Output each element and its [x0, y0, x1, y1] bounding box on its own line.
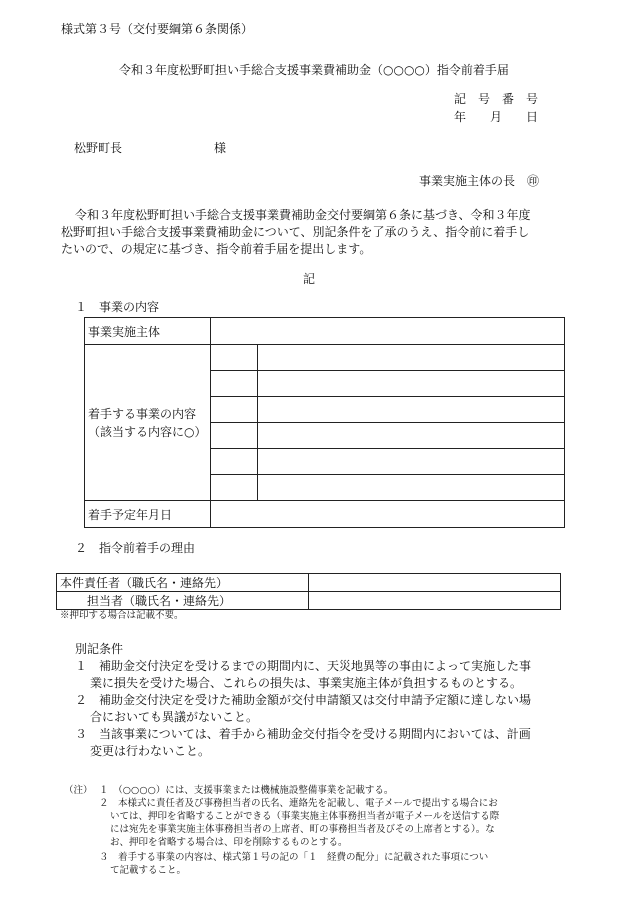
- condition-line-4: 合においても異議がないこと。: [90, 710, 259, 724]
- content-item-cell[interactable]: [258, 423, 565, 449]
- business-content-table: [84, 317, 565, 528]
- condition-line-6: 変更は行わないこと。: [90, 744, 211, 758]
- section-2-heading: ２ 指令前着手の理由: [75, 541, 196, 555]
- content-mark-cell[interactable]: [211, 423, 258, 449]
- reference-number: 記 号 番 号: [454, 92, 539, 106]
- note-line-5: お、押印を省略する場合は、印を削除するものとする。: [110, 837, 348, 848]
- form-number: 様式第３号（交付要綱第６条関係）: [61, 22, 254, 36]
- note-line-2: ２ 本様式に責任者及び事務担当者の氏名、連絡先を記載し、電子メールで提出する場合にお: [99, 798, 498, 809]
- responsible-label: 本件責任者（職氏名・連絡先）: [57, 574, 309, 592]
- content-label-line-1: 着手する事業の内容: [88, 406, 197, 421]
- notes-label: （注）: [64, 785, 93, 796]
- content-item-cell[interactable]: [258, 475, 565, 501]
- condition-line-3: ２ 補助金交付決定を受けた補助金額が交付申請額又は交付申請予定額に達しない場: [75, 693, 532, 707]
- content-item-cell[interactable]: [258, 371, 565, 397]
- document-title: 令和３年度松野町担い手総合支援事業費補助金（○○○○）指令前着手届: [119, 63, 509, 77]
- start-date-value-cell[interactable]: [211, 501, 565, 528]
- entity-value-cell[interactable]: [211, 318, 565, 345]
- section-1-heading: １ 事業の内容: [75, 300, 160, 314]
- date-line: 年 月 日: [454, 110, 539, 124]
- honorific: 様: [214, 141, 227, 155]
- condition-line-2: 業に損失を受けた場合、これらの損失は、事業実施主体が負担するものとする。: [90, 676, 523, 690]
- condition-line-1: １ 補助金交付決定を受けるまでの期間内に、天災地異等の事由によって実施した事: [75, 659, 532, 673]
- conditions-title: 別記条件: [75, 642, 124, 656]
- content-label-line-2: （該当する内容に○）: [88, 424, 207, 439]
- content-mark-cell[interactable]: [211, 475, 258, 501]
- addressee: 松野町長: [74, 141, 123, 155]
- content-mark-cell[interactable]: [211, 371, 258, 397]
- note-line-4: には宛先を事業実施主体事務担当者の上席者、町の事務担当者及びその上席者とする）。な: [110, 824, 495, 835]
- entity-label: 事業実施主体: [85, 318, 211, 345]
- condition-line-5: ３ 当該事業については、着手から補助金交付指令を受ける期間内においては、計画: [75, 727, 531, 741]
- contact-person-label: 担当者（職氏名・連絡先）: [57, 592, 309, 610]
- note-line-7: て記載すること。: [110, 865, 187, 876]
- ki-heading: 記: [303, 272, 316, 286]
- start-date-label: 着手予定年月日: [85, 501, 211, 528]
- content-label: [85, 345, 211, 501]
- body-line-1: 令和３年度松野町担い手総合支援事業費補助金交付要綱第６条に基づき、令和３年度: [75, 208, 531, 222]
- content-item-cell[interactable]: [258, 397, 565, 423]
- seal-note: ※押印する場合は記載不要。: [60, 610, 184, 621]
- content-mark-cell[interactable]: [211, 345, 258, 371]
- note-line-6: ３ 着手する事業の内容は、様式第１号の記の「１ 経費の配分」に記載された事項につい: [99, 852, 489, 863]
- applicant-seal: 事業実施主体の長 ㊞: [419, 174, 540, 188]
- responsible-value-cell[interactable]: [309, 574, 561, 592]
- body-line-2: 松野町担い手総合支援事業費補助金について、別記条件を了承のうえ、指令前に着手し: [61, 225, 530, 239]
- content-mark-cell[interactable]: [211, 397, 258, 423]
- note-line-1: １ （○○○○）には、支援事業または機械施設整備事業を記載する。: [99, 785, 394, 796]
- contact-person-value-cell[interactable]: [309, 592, 561, 610]
- content-item-cell[interactable]: [258, 449, 565, 475]
- body-line-3: たいので、の規定に基づき、指令前着手届を提出します。: [61, 242, 372, 256]
- content-item-cell[interactable]: [258, 345, 565, 371]
- contact-table: [56, 573, 561, 610]
- note-line-3: いては、押印を省略することができる（事業実施主体事務担当者が電子メールを送信する際: [110, 811, 500, 822]
- content-mark-cell[interactable]: [211, 449, 258, 475]
